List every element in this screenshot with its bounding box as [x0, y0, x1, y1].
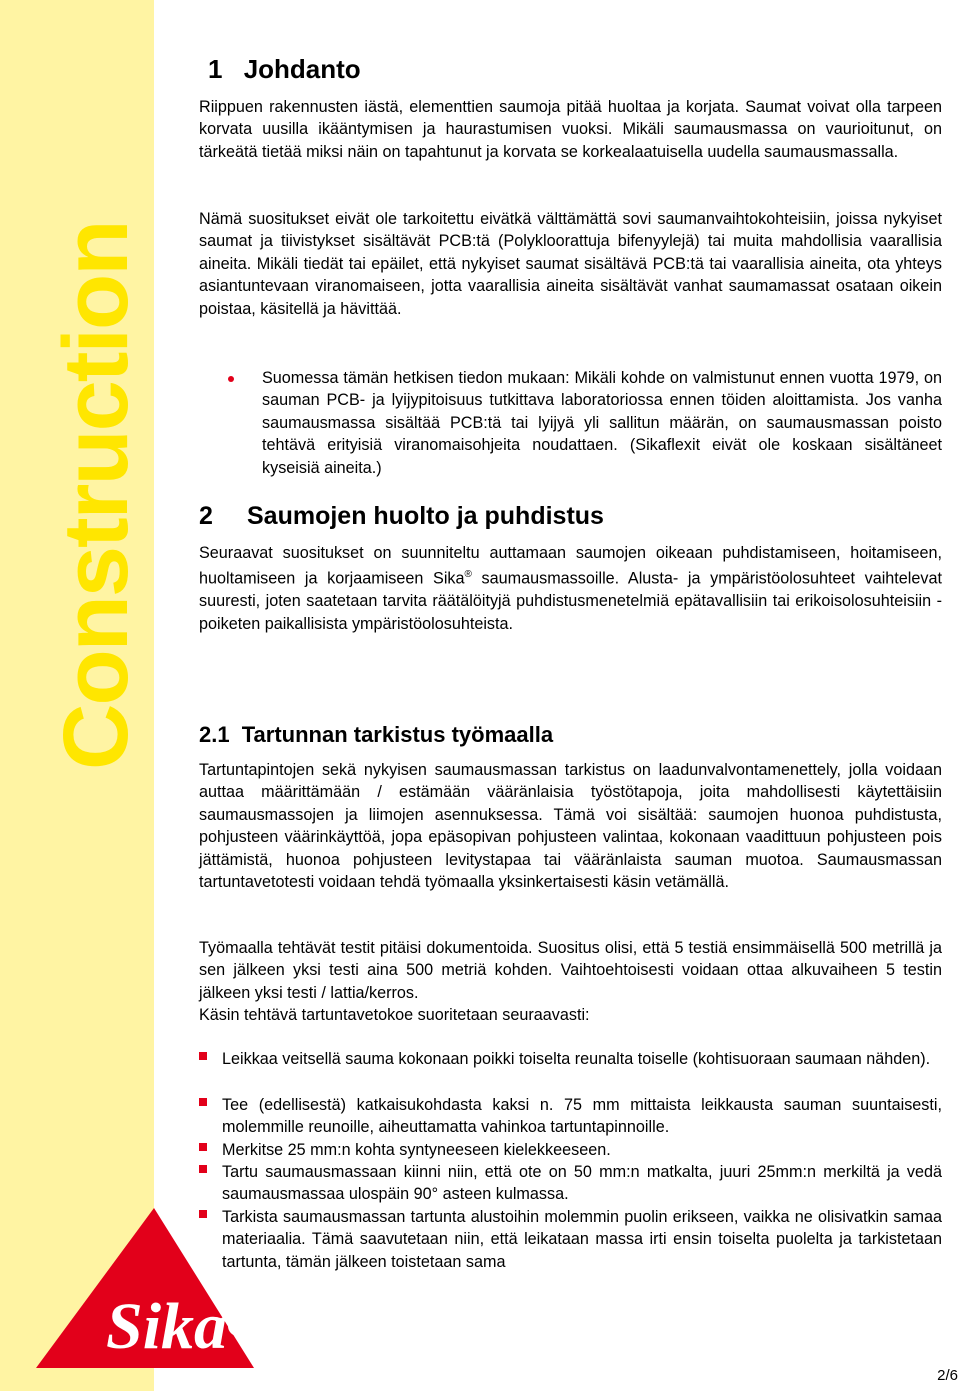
list-item: Tartu saumausmassaan kiinni niin, että ote on 50 mm:n matkalta, juuri 25mm:n merkiltä ja vedä saumausmassaa ulospäin 90° asteen kulmassa.: [222, 1163, 942, 1204]
section-2-text-b: saumausmassoille. Alusta- ja ympäristöolosuhteet vaihtelevat suuresti, joten saatetaan tarvita räätälöityjä puhdistusmenetelmiä epätavallisiin tai erikoisolosuhteisiin - poiketen paikallisista ympäristöolosuhteista.: [199, 569, 942, 633]
list-item: Tarkista saumausmassan tartunta alustoihin molemmin puolin erikseen, vaikka ne olisivatkin samaa materiaalia. Tämä saavutetaan niin, että leikataan massa irti ensin toiselta puolelta ja tarkistetaan tartunta, tämän jälkeen toistetaan sama: [222, 1208, 942, 1271]
sidebar-construction-word: Construction: [45, 221, 147, 770]
bullet-dot-icon: [228, 376, 234, 382]
sidebar-band: [0, 0, 154, 1391]
section-1-title: Johdanto: [243, 54, 361, 84]
section-2-1-title: Tartunnan tarkistus työmaalla: [241, 722, 554, 747]
section-2-text-a: Seuraavat suositukset on suunniteltu auttamaan saumojen oikeaan puhdistamiseen, hoitamiseen, huoltamiseen ja korjaamiseen Sika: [199, 544, 942, 588]
section-2-1-paragraph-3: Käsin tehtävä tartuntavetokoe suoritetaan seuraavasti:: [199, 1006, 590, 1024]
svg-text:R: R: [233, 1320, 242, 1334]
list-item: Leikkaa veitsellä sauma kokonaan poikki toiselta reunalta toiselle (kohtisuoraan saumaan nähden).: [222, 1050, 931, 1068]
page-number: 2/6: [937, 1367, 958, 1384]
section-2-1-paragraph-1: Tartuntapintojen sekä nykyisen saumausmassan tarkistus on laadunvalvontamenettely, jolla voidaan auttaa määrittämään / estämään vääränlaisia työstötapoja, joita mahdollisesti käytettäisiin saumausmassojen ja liimojen asennuksessa. Tämä voi sisältää: saumojen huonoa puhdistusta, pohjusteen väärinkäyttöä, jopa epäsopivan pohjusteen valintaa, kokonaan vaadittuun pohjusteen pois jättämistä, huonoa pohjusteen levitystapaa tai vääränlaista sauman muotoa. Saumausmassan tartuntavetotesti voidaan tehdä työmaalla yksinkertaisesti käsin vetämällä.: [199, 761, 942, 892]
square-bullet-icon: [199, 1098, 207, 1106]
square-bullet-icon: [199, 1210, 207, 1218]
section-1-bullet: Suomessa tämän hetkisen tiedon mukaan: Mikäli kohde on valmistunut ennen vuotta 1979, on sauman PCB- ja lyijypitoisuus tutkittava laboratoriossa ennen töiden aloittamista. Jos vanha saumausmassa sisältää PCB:tä tai lyijyä yli sallitun määrän, on saumausmassan poisto tehtävä erityisiä viranomaisohjeita noudattaen. (Sikaflexit eivät ole koskaan sisältäneet kyseisiä aineita.): [262, 369, 942, 477]
registered-mark: ®: [464, 569, 472, 581]
square-bullet-icon: [199, 1143, 207, 1151]
section-2-title: Saumojen huolto ja puhdistus: [247, 502, 604, 530]
section-2-1-number: 2.1: [199, 722, 230, 747]
section-1-paragraph-1: Riippuen rakennusten iästä, elementtien saumoja pitää huoltaa ja korjata. Saumat voivat olla tarpeen korvata uusilla ikääntymisen ja haurastumisen vuoksi. Mikäli saumausmassa on vaurioitunut, on tärkeätä tietää miksi näin on tapahtunut ja korvata se korkealaatuisella uudella saumausmassalla.: [199, 98, 942, 161]
section-2-paragraph: [199, 542, 942, 635]
section-1-paragraph-2: Nämä suositukset eivät ole tarkoitettu eivätkä välttämättä sovi saumanvaihtokohteisiin, joissa nykyiset saumat ja tiivistykset sisältävät PCB:tä (Polykloorattuja bifenyylejä) tai muita mahdollisia vaarallisia aineita. Mikäli tiedät tai epäilet, että nykyiset saumat sisältävä PCB:tä tai vaarallisia aineita, ota yhteys asiantuntevaan viranomaiseen, jotta vaarallisia aineita sisältävät vanhat saumamassat osataan oikein poistaa, käsitellä ja hävittää.: [199, 210, 942, 318]
section-2-number: 2: [199, 502, 213, 530]
section-1-heading: [199, 54, 942, 84]
section-2-1-paragraph-2: Työmaalla tehtävät testit pitäisi dokumentoida. Suositus olisi, että 5 testiä ensimmäisellä 500 metrillä ja sen jälkeen yksi testi aina 500 metriä kohden. Vaihtoehtoisesti voidaan ottaa alkuvaiheen 5 testin jälkeen yksi testi / lattia/kerros.: [199, 939, 942, 1002]
section-1-number: 1: [208, 54, 223, 84]
svg-text:Sika: Sika: [106, 1290, 228, 1363]
square-bullet-icon: [199, 1052, 207, 1060]
list-item: Tee (edellisestä) katkaisukohdasta kaksi n. 75 mm mittaista leikkausta sauman suuntaisesti, molemmille reunoille, aiheuttamatta vahinkoa tartuntapinnoille.: [222, 1096, 942, 1137]
square-bullet-icon: [199, 1165, 207, 1173]
section-2-1-heading: [199, 722, 942, 748]
list-item: Merkitse 25 mm:n kohta syntyneeseen kielekkeeseen.: [222, 1141, 611, 1159]
section-2-heading: [199, 502, 942, 530]
